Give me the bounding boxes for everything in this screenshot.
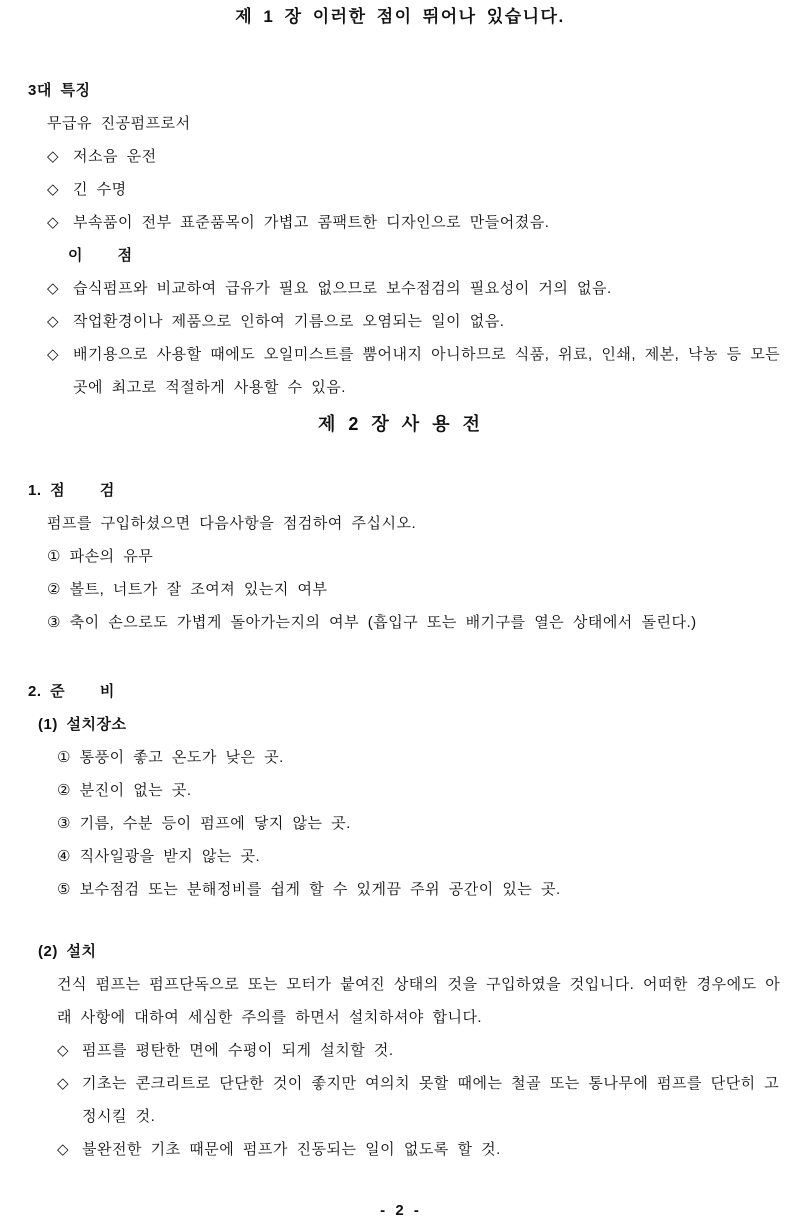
advantage-item-text: 작업환경이나 제품으로 인하여 기름으로 오염되는 일이 없음. (73, 313, 505, 330)
install-heading: (2) 설치 (38, 943, 97, 960)
feature-item-text: 부속품이 전부 표준품목이 가볍고 콤팩트한 디자인으로 만들어졌음. (73, 214, 550, 231)
chapter1-title: 제 1 장 이러한 점이 뛰어나 있습니다. (235, 7, 565, 26)
inspection-item: ③ 축이 손으로도 가볍게 돌아가는지의 여부 (흡입구 또는 배기구를 열은 상태에서 돌린다.) (47, 614, 697, 631)
install-location-heading: (1) 설치장소 (38, 716, 127, 733)
inspection-intro: 펌프를 구입하셨으면 다음사항을 점검하여 주십시오. (47, 515, 417, 532)
advantages-heading: 이 점 (68, 247, 133, 264)
advantage-item (0, 272, 800, 305)
advantage-item-text: 습식펌프와 비교하여 급유가 필요 없으므로 보수점검의 필요성이 거의 없음. (73, 280, 612, 297)
install-item-text: 펌프를 평탄한 면에 수평이 되게 설치할 것. (82, 1042, 394, 1059)
feature-item-text: 저소음 운전 (73, 148, 157, 165)
diamond-bullet-icon: ◇ (47, 313, 60, 330)
feature-item (0, 140, 800, 173)
features-heading: 3대 특징 (28, 82, 91, 99)
install-item (0, 1133, 800, 1166)
diamond-bullet-icon: ◇ (47, 346, 60, 363)
advantage-item (0, 338, 800, 404)
install-location-item: ① 통풍이 좋고 온도가 낮은 곳. (57, 749, 284, 766)
chapter2-title: 제 2 장 사 용 전 (318, 414, 482, 434)
inspection-item: ① 파손의 유무 (47, 548, 154, 565)
features-intro: 무급유 진공펌프로서 (47, 115, 191, 132)
feature-item (0, 206, 800, 239)
install-location-item: ③ 기름, 수분 등이 펌프에 닿지 않는 곳. (57, 815, 351, 832)
page-number: - 2 - (380, 1202, 420, 1219)
diamond-bullet-icon: ◇ (47, 280, 60, 297)
preparation-heading: 2. 준 비 (28, 683, 115, 700)
install-item-text: 기초는 콘크리트로 단단한 것이 좋지만 여의치 못할 때에는 철골 또는 통나무에 펌프를 단단히 고정시킬 것. (82, 1075, 780, 1125)
diamond-bullet-icon: ◇ (47, 181, 60, 198)
diamond-bullet-icon: ◇ (57, 1141, 70, 1158)
feature-item-text: 긴 수명 (73, 181, 127, 198)
diamond-bullet-icon: ◇ (47, 148, 60, 165)
inspection-item: ② 볼트, 너트가 잘 조여져 있는지 여부 (47, 581, 328, 598)
advantage-item-text: 배기용으로 사용할 때에도 오일미스트를 뿜어내지 아니하므로 식품, 위료, 인쇄, 제본, 낙농 등 모든 곳에 최고로 적절하게 사용할 수 있음. (73, 346, 781, 396)
install-location-item: ⑤ 보수점검 또는 분해정비를 쉽게 할 수 있게끔 주위 공간이 있는 곳. (57, 881, 561, 898)
install-item-text: 불완전한 기초 때문에 펌프가 진동되는 일이 없도록 할 것. (82, 1141, 501, 1158)
feature-item (0, 173, 800, 206)
diamond-bullet-icon: ◇ (47, 214, 60, 231)
install-location-item: ② 분진이 없는 곳. (57, 782, 192, 799)
diamond-bullet-icon: ◇ (57, 1042, 70, 1059)
install-location-item: ④ 직사일광을 받지 않는 곳. (57, 848, 261, 865)
install-item (0, 1067, 800, 1133)
install-intro: 건식 펌프는 펌프단독으로 또는 모터가 붙여진 상태의 것을 구입하였을 것입니다. 어떠한 경우에도 아래 사항에 대하여 세심한 주의를 하면서 설치하셔야 합니다. (57, 976, 781, 1026)
advantage-item (0, 305, 800, 338)
diamond-bullet-icon: ◇ (57, 1075, 70, 1092)
install-item (0, 1034, 800, 1067)
inspection-heading: 1. 점 검 (28, 482, 115, 499)
